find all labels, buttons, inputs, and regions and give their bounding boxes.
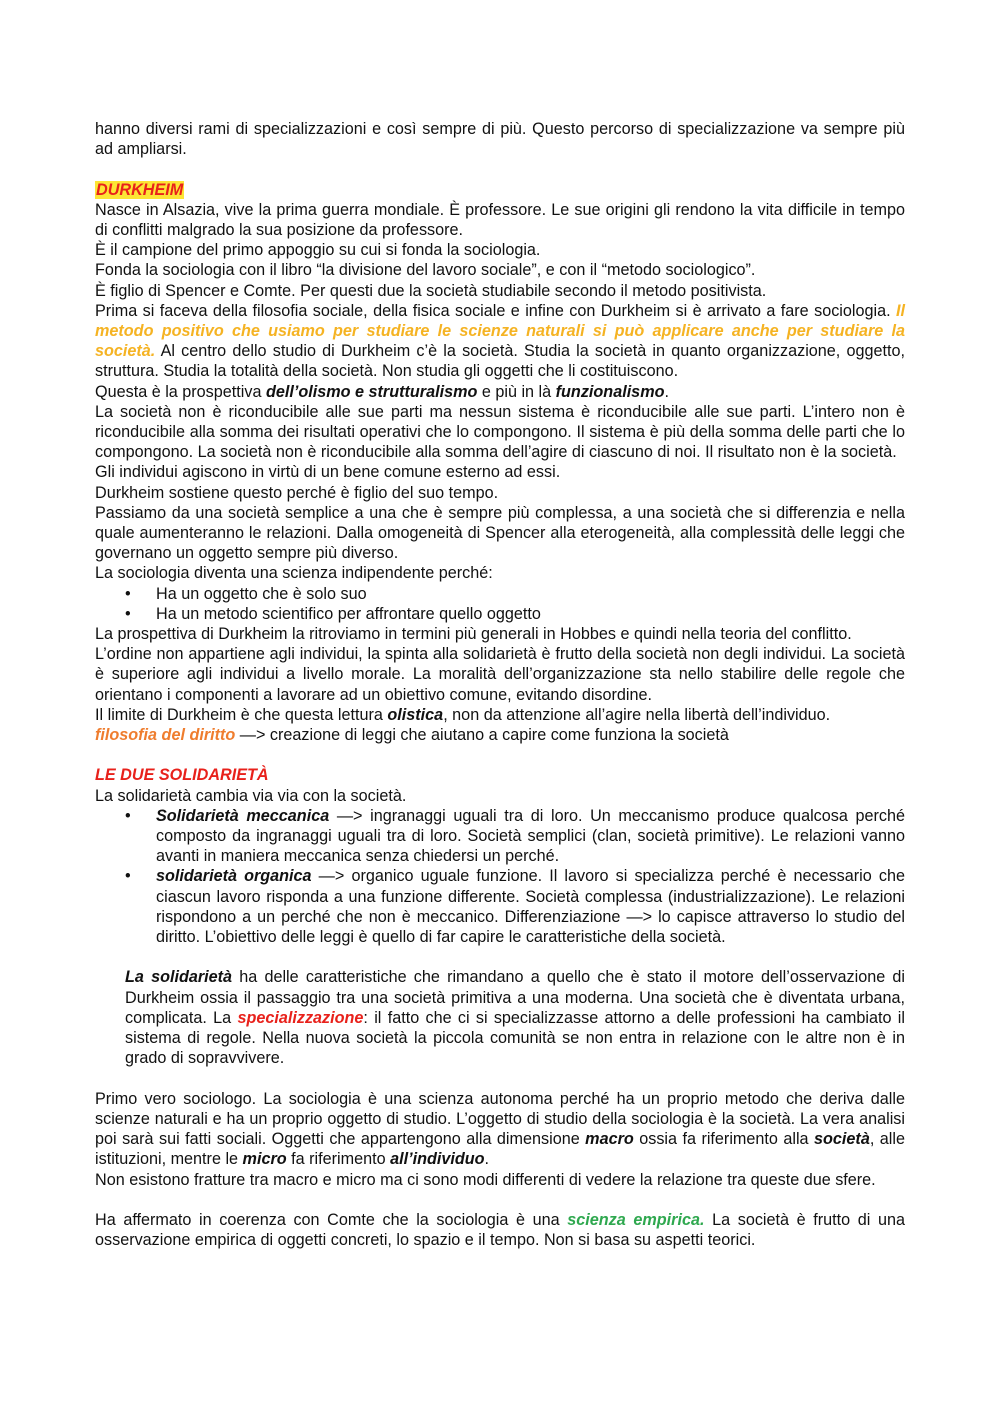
list-item: • Solidarietà meccanica —> ingranaggi uguali tra di loro. Un meccanismo produce qualcosa perché composto da ingranaggi uguali tra di loro. Società semplici (clan, società primitive). Le relazioni vanno avanti in maniera meccanica senza chiedersi un perché.	[125, 806, 905, 866]
paragraph-method: Prima si faceva della filosofia sociale, della fisica sociale e infine con Durkheim si è arrivato a fare sociologia. Il metodo positivo che usiamo per studiare le scienze naturali si può applicare anche per studiare la società. Al centro dello studio di Durkheim c’è la società. Studia la società in quanto organizzazione, oggetto, struttura. Studia la totalità della società. Non studia gli oggetti che li costituiscono.	[95, 301, 905, 381]
emphasis-micro: micro	[242, 1150, 287, 1169]
paragraph-society-parts: La società non è riconducibile alle sue parti ma nessun sistema è riconducibile alle sue parti. L’intero non è riconducibile alla somma dei risultati operativi che lo compongono. Il sistema è più della somma delle parti che lo compongono. La società non è riconducibile alla somma dell’agire di ciascuno di noi. Il risultato non è la società.	[95, 402, 905, 462]
paragraph-champion: È il campione del primo appoggio su cui si fonda la sociologia.	[95, 241, 541, 260]
bullet-glyph: •	[125, 604, 131, 623]
heading-two-solidarities	[95, 765, 905, 785]
bullet-list-solidarities	[95, 806, 905, 947]
heading-two-solidarities-text: LE DUE SOLIDARIETÀ	[95, 766, 269, 785]
paragraph-common-good: Gli individui agiscono in virtù di un bene comune esterno ad essi.	[95, 463, 561, 482]
emphasis-individual: all’individuo	[390, 1150, 485, 1169]
emphasis-specialization: specializzazione	[237, 1008, 364, 1027]
paragraph-order: L’ordine non appartiene agli individui, la spinta alla solidarietà è frutto della società non degli individui. La società è superiore agli individui a livello morale. La moralità dell’organizzazione sta nello stabilire delle regole che orientano i componenti a lavorare ad un obiettivo comune, evitando disordine.	[95, 645, 905, 704]
paragraph-origins: Nasce in Alsazia, vive la prima guerra mondiale. È professore. Le sue origini gli rendono la vita difficile in tempo di conflitti malgrado la sua posizione da professore.	[95, 200, 905, 239]
bullet-glyph: •	[125, 584, 131, 603]
paragraph-complexity: Passiamo da una società semplice a una che è sempre più complessa, a una società che si differenzia e nella quale aumenteranno le relazioni. Dalla omogeneità di Spencer alla eterogeneità, alla complessità delle leggi che governano un oggetto sempre più diverso.	[95, 503, 905, 563]
document-page	[95, 119, 905, 1250]
emphasis-holistic: olistica	[387, 705, 444, 724]
paragraph-son-of: È figlio di Spencer e Comte. Per questi due la società studiabile secondo il metodo positivista.	[95, 281, 767, 300]
emphasis-macro: macro	[585, 1130, 634, 1149]
paragraph-hobbes: La prospettiva di Durkheim la ritroviamo in termini più generali in Hobbes e quindi nella teoria del conflitto.	[95, 625, 852, 644]
heading-durkheim	[95, 180, 905, 200]
paragraph-solidarity-changes: La solidarietà cambia via via con la società.	[95, 786, 407, 805]
paragraph-macro-micro: Non esistono fratture tra macro e micro ma ci sono modi differenti di vedere la relazione tra queste due sfere.	[95, 1170, 876, 1189]
emphasis-holism: dell’olismo e strutturalismo	[265, 382, 478, 401]
paragraph-limit: Il limite di Durkheim è che questa lettura olistica, non da attenzione all’agire nella libertà dell’individuo.	[95, 705, 831, 724]
emphasis-functionalism: funzionalismo	[555, 382, 665, 401]
emphasis-solidarity: La solidarietà	[125, 968, 233, 987]
emphasis-positive-method: Il metodo positivo che usiamo per studiare le scienze naturali si può applicare anche per studiare la società.	[95, 301, 905, 361]
paragraph-empirical: Ha affermato in coerenza con Comte che la sociologia è una scienza empirica. La società è frutto di una osservazione empirica di oggetti concreti, lo spazio e il tempo. Non si basa su aspetti teorici.	[95, 1210, 906, 1250]
paragraph-first-sociologist: Primo vero sociologo. La sociologia è una scienza autonoma perché ha un proprio metodo che deriva dalle scienze naturali e ha un proprio oggetto di studio. L’oggetto di studio della sociologia è la società. La vera analisi poi sarà sui fatti sociali. Oggetti che appartengono alla dimensione macro ossia fa riferimento alla società, alle istituzioni, mentre le micro fa riferimento all’individuo.	[95, 1089, 905, 1169]
paragraph-his-time: Durkheim sostiene questo perché è figlio del suo tempo.	[95, 483, 499, 502]
paragraph-solidarity-characteristics: La solidarietà ha delle caratteristiche che rimandano a quello che è stato il motore dell’osservazione di Durkheim ossia il passaggio tra una società primitiva a una moderna. Una società che è diventata urbana, complicata. La specializzazione: il fatto che ci si specializzasse attorno a delle professioni ha cambiato il sistema di regole. Nella nuova società la piccola comunità se non entra in relazione con le altre non è in grado di sopravvivere.	[125, 968, 906, 1068]
bullet-glyph: •	[125, 867, 131, 886]
heading-durkheim-text: DURKHEIM	[96, 180, 184, 199]
emphasis-law-philosophy: filosofia del diritto	[95, 726, 236, 745]
paragraph-founds: Fonda la sociologia con il libro “la divisione del lavoro sociale”, e con il “metodo sociologico”.	[95, 261, 756, 280]
paragraph-intro: hanno diversi rami di specializzazioni e così sempre di più. Questo percorso di specializzazione va sempre più ad ampliarsi.	[95, 120, 905, 159]
list-item: • solidarietà organica —> organico uguale funzione. Il lavoro si specializza perché è necessario che ciascun lavoro risponda a una funzione differente. Società complessa (industrializzazione). Le relazioni rispondono a un perché che non è meccanico. Differenziazione —> lo capisce attraverso lo studio del diritto. L’obiettivo delle leggi è quello di far capire le caratteristiche della società.	[125, 867, 905, 947]
emphasis-organic: solidarietà organica	[156, 867, 312, 886]
paragraph-independent: La sociologia diventa una scienza indipendente perché:	[95, 564, 493, 583]
list-item: • Ha un metodo scientifico per affrontare quello oggetto	[125, 604, 541, 623]
bullet-list-reasons	[95, 584, 905, 624]
bullet-glyph: •	[125, 806, 131, 825]
emphasis-mechanical: Solidarietà meccanica	[156, 806, 330, 825]
paragraph-perspective: Questa è la prospettiva dell’olismo e strutturalismo e più in là funzionalismo.	[95, 382, 669, 401]
emphasis-empirical-science: scienza empirica.	[567, 1210, 705, 1229]
list-item: • Ha un oggetto che è solo suo	[125, 584, 367, 603]
emphasis-society: società	[814, 1130, 870, 1149]
paragraph-law-philosophy: filosofia del diritto —> creazione di leggi che aiutano a capire come funziona la società	[95, 726, 729, 745]
